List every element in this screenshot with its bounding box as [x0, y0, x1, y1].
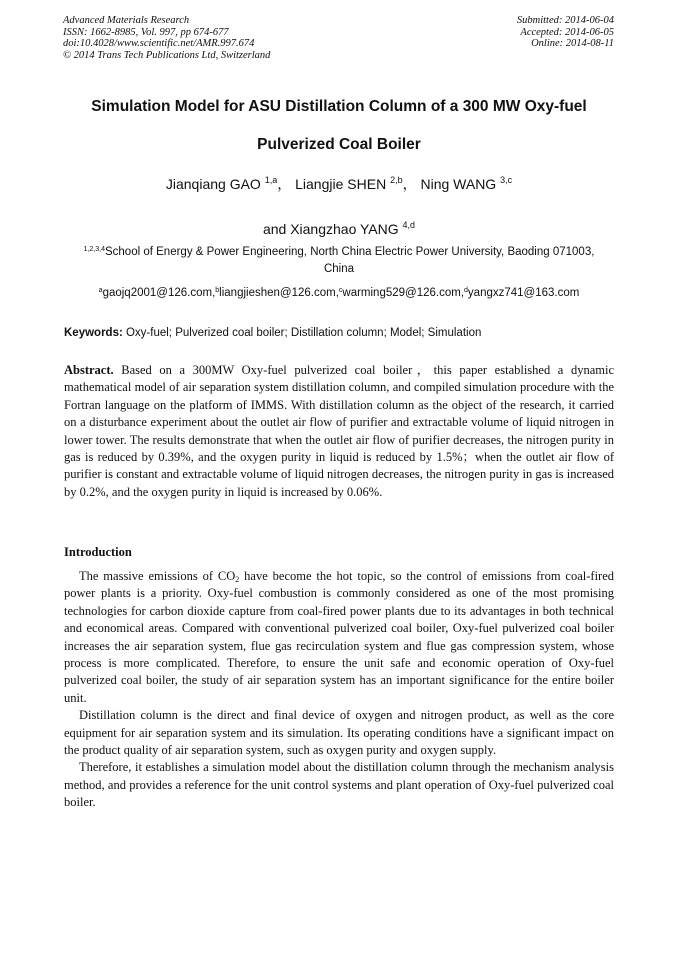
author-separator: ， — [277, 176, 292, 192]
email-address: yangxz741@163.com — [467, 287, 580, 299]
email-address: warming529@126.com, — [342, 287, 465, 299]
section-heading-introduction: Introduction — [64, 545, 132, 559]
affiliation — [76, 244, 602, 278]
intro-p1-rest: have become the hot topic, so the control of emissions from coal-fired power plants is a priority. Oxy-fuel combustion is commonly considered as one of the most promising technologies for carbon dioxide capture from coal-fired power plants due to its advantages in both technical and economical areas. Compared with conventional pulverized coal boiler, Oxy-fuel pulverized coal boiler increases the air separation system, flue gas recirculation system and flue gas compression system, whose process is more complicated. Therefore, to ensure the unit safe and economic operation of Oxy-fuel pulverized coal boiler, the study of air separation system has an important significance for the entire boiler unit. — [64, 569, 615, 705]
title-line-1: Simulation Model for ASU Distillation Column of a 300 MW Oxy-fuel — [91, 98, 587, 115]
author-name: Liangjie SHEN — [295, 176, 387, 192]
email-mark: a — [98, 287, 103, 294]
author-affiliation-mark: 1,a — [264, 175, 278, 185]
abstract — [64, 362, 614, 501]
author-name: and Xiangzhao YANG — [262, 221, 399, 237]
email-mark: d — [464, 287, 468, 294]
email-mark: b — [215, 287, 220, 294]
journal-issn: ISSN: 1662-8985, Vol. 997, pp 674-677 — [63, 26, 229, 38]
intro-paragraph-3: Therefore, it establishes a simulation model about the distillation column through the mechanism analysis method, and provides a reference for the unit control systems and plant operation of Oxy-fuel pulverized coal boiler. — [64, 760, 614, 810]
author-emails — [40, 285, 638, 302]
paper-title — [40, 88, 638, 164]
intro-p1-start: The massive emissions of CO — [79, 569, 236, 583]
co2-subscript: 2 — [235, 575, 240, 584]
abstract-label: Abstract. — [64, 363, 114, 377]
author-name: Jianqiang GAO — [165, 176, 261, 192]
title-line-2: Pulverized Coal Boiler — [257, 136, 421, 153]
author-line-1 — [40, 162, 638, 207]
online-date: Online: 2014-08-11 — [531, 38, 614, 49]
abstract-text: Based on a 300MW Oxy-fuel pulverized coal boiler，this paper established a dynamic mathematical model of air separation system distillation column, and compiled simulation procedure with the Fortran language on the platform of IMMS. With distillation column as the object of the research, it carried on a disturbance experiment about the outlet air flow of purifier and extractable volume of liquid nitrogen in lower tower. The results demonstrate that when the outlet air flow of purifier decreases, the nitrogen purity in gas is reduced by 0.39%, and the oxygen purity in liquid is reduced by 1.5%；when the outlet air flow of purifier is constant and extractable volume of liquid nitrogen decreases, the nitrogen purity in gas is increased by 0.2%, and the oxygen purity in liquid is increased by 0.06%. — [64, 363, 614, 499]
keywords — [64, 325, 614, 342]
affiliation-text: School of Energy & Power Engineering, North China Electric Power University, Baoding 071003, China — [104, 246, 595, 275]
email-mark: c — [338, 287, 343, 294]
author-separator: ， — [402, 176, 417, 192]
submitted-date: Submitted: 2014-06-04 — [516, 15, 614, 26]
intro-paragraph-2: Distillation column is the direct and final device of oxygen and nitrogen product, as well as the core equipment for air separation system and its simulation. Its operating conditions have a significant impact on the product quality of air separation system, such as oxygen purity and oxygen supply. — [64, 708, 614, 758]
journal-name: Advanced Materials Research — [63, 15, 190, 26]
author-affiliation-mark: 4,d — [402, 220, 416, 230]
email-address: liangjieshen@126.com, — [219, 287, 339, 299]
introduction-body — [64, 568, 614, 812]
keywords-label: Keywords: — [64, 327, 123, 339]
journal-header-left — [63, 15, 270, 61]
author-affiliation-mark: 2,b — [390, 175, 403, 185]
keywords-text: Oxy-fuel; Pulverized coal boiler; Distillation column; Model; Simulation — [122, 327, 482, 339]
journal-doi: doi:10.4028/www.scientific.net/AMR.997.674 — [63, 38, 255, 49]
journal-header-right — [517, 15, 614, 50]
author-affiliation-mark: 3,c — [500, 175, 513, 185]
intro-paragraph-1 — [64, 568, 614, 707]
author-name: Ning WANG — [420, 176, 497, 192]
accepted-date: Accepted: 2014-06-05 — [520, 26, 614, 38]
email-address: gaojq2001@126.com, — [102, 287, 216, 299]
author-list — [40, 162, 638, 252]
affiliation-mark: 1,2,3,4 — [83, 246, 105, 253]
journal-copyright: © 2014 Trans Tech Publications Ltd, Switzerland — [63, 49, 271, 61]
